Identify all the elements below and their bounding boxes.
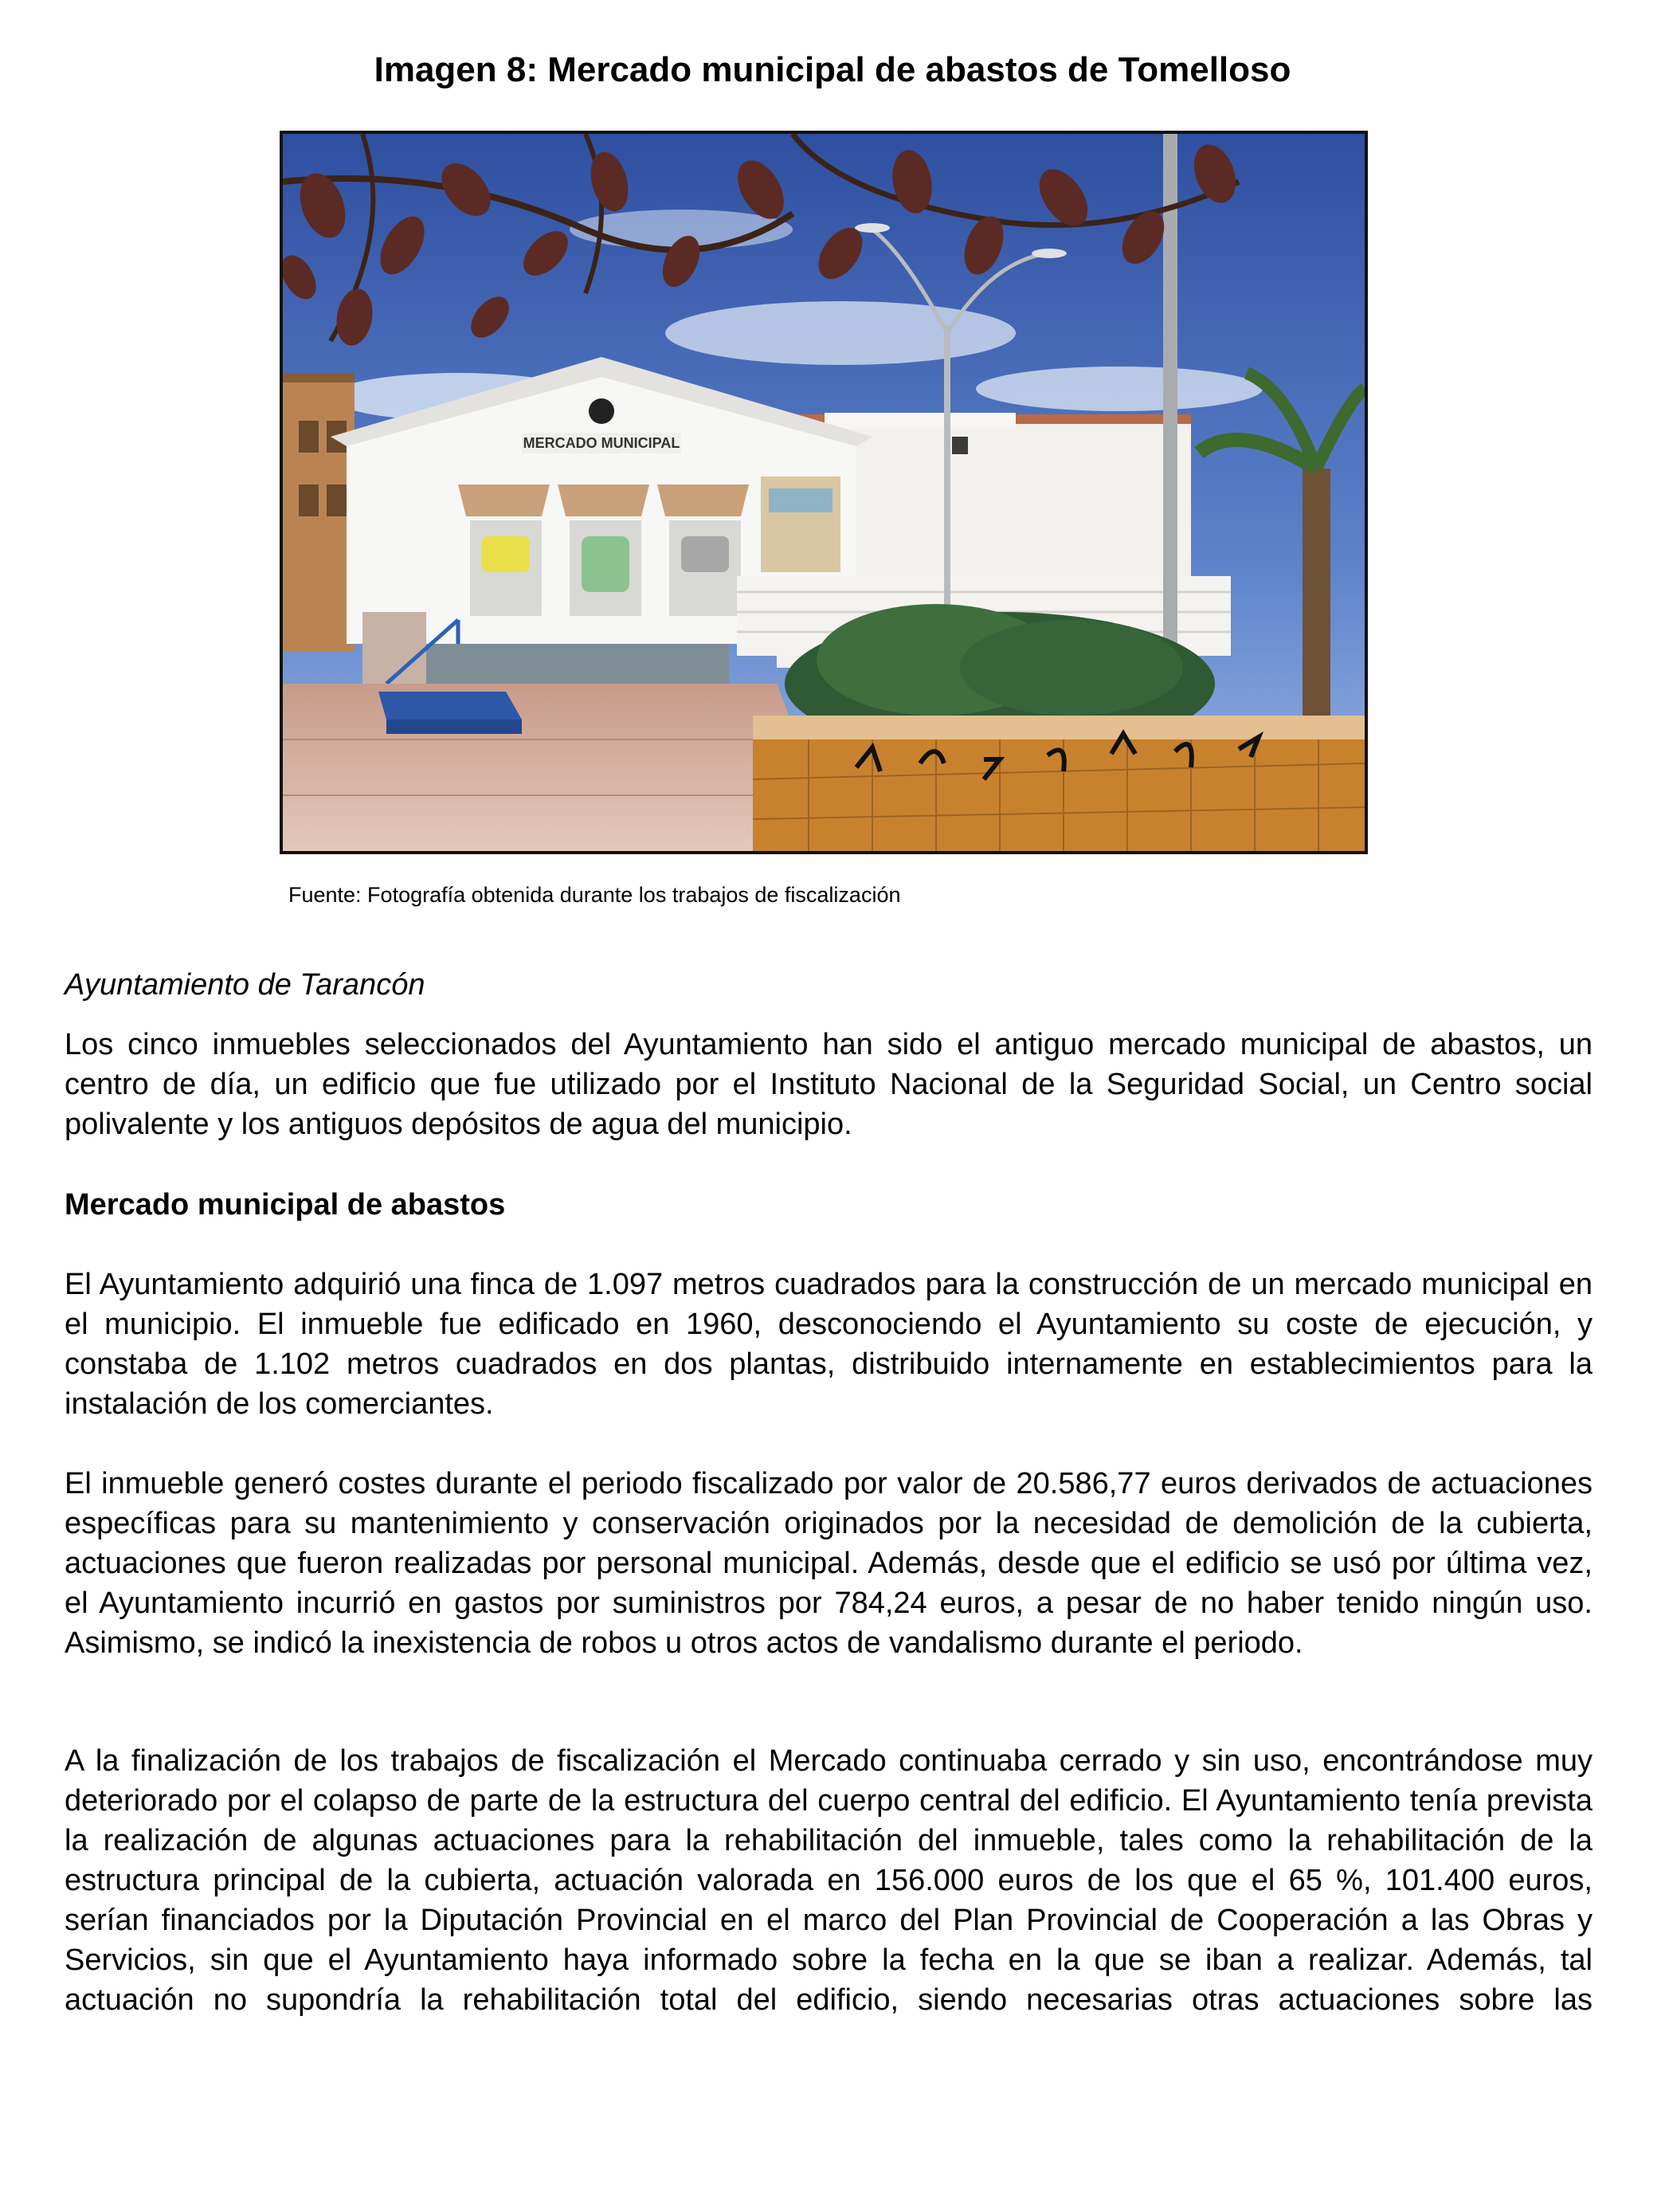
paragraph-finalizacion: A la finalización de los trabajos de fiscalización el Mercado continuaba cerrado y sin uso, encontrándose muy deteriorado por el colapso de parte de la estructura del cuerpo central del edificio. El Ayuntamiento tenía prevista la realización de algunas actuaciones para la rehabilitación del inmueble, tales como la rehabilitación de la estructura principal de la cubierta, actuación valorada en 156.000 euros de los que el 65 %, 101.400 euros, serían financiados por la Diputación Provincial en el marco del Plan Provincial de Cooperación a las Obras y Servicios, sin que el Ayuntamiento haya informado sobre la fecha en la que se iban a realizar. Además, tal actuación no supondría la rehabilitación total del edificio, siendo necesarias otras actuaciones sobre las (65, 1744, 1593, 2017)
section-heading-taracon: Ayuntamiento de Tarancón (65, 968, 425, 1002)
paragraph-costes: El inmueble generó costes durante el periodo fiscalizado por valor de 20.586,77 euros derivados de actuaciones específicas para su mantenimiento y conservación originados por la necesidad de demolición de la cubierta, actuaciones que fueron realizadas por personal municipal. Además, desde que el edificio se usó por última vez, el Ayuntamiento incurrió en gastos por suministros por 784,24 euros, a pesar de no haber tenido ningún uso. Asimismo, se indicó la inexistencia de robos u otros actos de vandalismo durante el periodo. (65, 1467, 1593, 1660)
subheading-mercado: Mercado municipal de abastos (65, 1188, 506, 1222)
figure-caption: Fuente: Fotografía obtenida durante los trabajos de fiscalización (288, 883, 901, 907)
market-sign: MERCADO MUNICIPAL (523, 435, 680, 451)
figure-title: Imagen 8: Mercado municipal de abastos de Tomelloso (374, 50, 1291, 89)
market-photo-illustration (283, 134, 1365, 851)
market-photo (280, 131, 1368, 854)
paragraph-finca: El Ayuntamiento adquirió una finca de 1.097 metros cuadrados para la construcción de un mercado municipal en el municipio. El inmueble fue edificado en 1960, desconociendo el Ayuntamiento su coste de ejecución, y constaba de 1.102 metros cuadrados en dos plantas, distribuido internamente en establecimientos para la instalación de los comerciantes. (65, 1268, 1593, 1421)
paragraph-intro: Los cinco inmuebles seleccionados del Ayuntamiento han sido el antiguo mercado municipal de abastos, un centro de día, un edificio que fue utilizado por el Instituto Nacional de la Seguridad Social, un Centro social polivalente y los antiguos depósitos de agua del municipio. (65, 1028, 1593, 1141)
